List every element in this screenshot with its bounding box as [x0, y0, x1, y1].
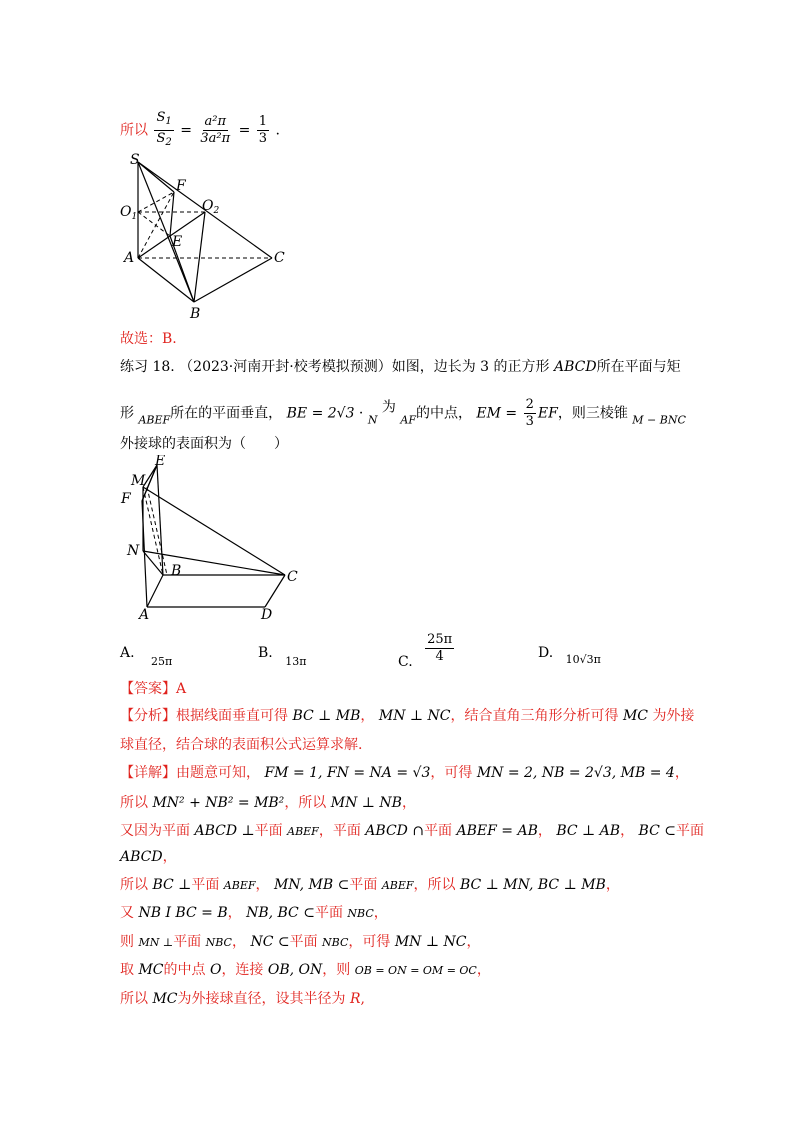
text: 根据线面垂直可得	[176, 708, 288, 724]
label-d: D	[261, 607, 273, 623]
label-b: B	[190, 306, 201, 322]
label-o1: $O_1$	[120, 204, 138, 222]
frac-num: a²π	[204, 114, 227, 129]
math: BC ⊥ MB	[292, 708, 361, 724]
option-value: 10√3π	[565, 653, 601, 666]
text: ，所以	[413, 877, 456, 893]
text: ，	[373, 905, 388, 921]
text: 为外接球直径，设其半径为	[177, 991, 346, 1007]
frac-den: 3a²π	[200, 131, 231, 146]
text: ，	[227, 905, 242, 921]
answer: 【答案】A	[120, 681, 187, 697]
detail-line-9	[120, 989, 365, 1009]
label-c: C	[287, 569, 298, 585]
detail-line-3	[120, 821, 704, 842]
text: 平面	[173, 934, 202, 950]
text: ,	[360, 991, 365, 1007]
text: ，则三棱锥	[557, 405, 628, 422]
text: 练习 18. （2023·河南开封·校考模拟预测）如图，边长为 3 的正方形	[120, 359, 550, 375]
option-d[interactable]	[538, 645, 601, 666]
frac-num: 25π	[427, 632, 453, 647]
detail-line-5	[120, 875, 620, 896]
text: 平面	[191, 877, 220, 893]
equals: =	[180, 122, 192, 139]
math: FM = 1, FN = NA = √3	[264, 765, 431, 781]
option-label: C.	[398, 653, 413, 670]
math: ABEF = AB	[456, 823, 538, 839]
text: ，	[255, 877, 270, 893]
option-label: B.	[258, 645, 273, 661]
text: 为	[381, 399, 396, 416]
problem-line-1	[120, 357, 681, 377]
math: MN ⊥ NB	[330, 795, 402, 811]
math: MN ⊥ NC	[378, 708, 451, 724]
label-f: F	[121, 491, 131, 507]
analysis-tag: 【分析】	[120, 708, 176, 724]
text: 平面	[675, 823, 704, 839]
math-abcd: ABCD	[553, 359, 597, 375]
label-f: F	[176, 178, 186, 194]
math-n: N	[367, 413, 378, 427]
text: 所以	[120, 795, 148, 811]
text: ，	[401, 795, 416, 811]
frac-den: 4	[435, 649, 444, 664]
math: MC	[622, 708, 648, 724]
text: ，	[162, 849, 177, 865]
detail-line-6	[120, 903, 388, 924]
option-label: A.	[120, 645, 135, 661]
math: MN² + NB² = MB²	[152, 795, 285, 811]
math: MN ⊥ NC	[394, 934, 467, 950]
s1-sub: 1	[165, 116, 172, 127]
detail-line-8	[120, 960, 491, 981]
label-n: N	[127, 543, 140, 559]
figure-2-prism	[115, 455, 315, 625]
text: 平面	[349, 877, 378, 893]
equals: =	[238, 122, 251, 139]
problem-line-2: 形 $_{ABEF}$所在的平面垂直， BE = 2√3 · $_N$ 为 $_{AF}$的中点， EM = $\frac{2}{3}$ EF，则三棱锥 $_{M - BNC}$	[120, 397, 686, 429]
math: ABCD ⊥	[194, 823, 255, 839]
math-em: EM =	[476, 405, 518, 422]
math-ef: EF	[537, 405, 558, 422]
math: BC ⊥ AB	[556, 823, 621, 839]
math: NB I BC = B	[138, 905, 228, 921]
math: OB, ON	[267, 962, 323, 978]
math: R	[349, 991, 361, 1007]
detail-line-7	[120, 932, 480, 953]
s2-sub: 2	[165, 137, 172, 148]
math: NBC	[205, 936, 232, 949]
figure-1-pyramid	[110, 150, 310, 325]
text: ，所以	[284, 795, 327, 811]
detail-line-4	[120, 847, 177, 867]
s1: S	[156, 110, 166, 125]
text: ，连接	[221, 962, 264, 978]
detail-tag: 【详解】	[120, 765, 176, 781]
option-label: D.	[538, 645, 554, 661]
math: MN, MB ⊂	[273, 877, 350, 893]
math: OB = ON = OM = OC	[354, 964, 477, 977]
math: NC ⊂	[250, 934, 290, 950]
math: MN ⊥	[138, 936, 174, 949]
text: 所以	[120, 122, 148, 139]
text: 为外接	[652, 708, 695, 724]
option-c[interactable]	[398, 632, 456, 670]
math: MC	[138, 962, 164, 978]
result-num: 1	[258, 114, 268, 129]
analysis-line-2: 球直径，结合球的表面积公式运算求解.	[120, 737, 363, 753]
math-af: AF	[400, 413, 416, 427]
text: ，可得	[348, 934, 391, 950]
math: ABCD ∩	[365, 823, 425, 839]
text: 平面	[314, 905, 343, 921]
text: 又	[120, 905, 134, 921]
text: 则	[120, 934, 134, 950]
math: MC	[152, 991, 178, 1007]
math-mbnc: M − BNC	[632, 413, 686, 427]
text: ，	[476, 962, 491, 978]
label-e: E	[172, 234, 183, 250]
text: ，可得	[430, 765, 473, 781]
text: ，则	[322, 962, 351, 978]
detail-line-1	[120, 763, 689, 783]
text: 平面	[254, 823, 283, 839]
text: 所以	[120, 877, 148, 893]
text: 平面	[424, 823, 453, 839]
text: 由题意可知，	[176, 765, 260, 781]
label-o2: $O_2$	[202, 198, 220, 216]
math: O	[209, 962, 222, 978]
math: BC ⊂	[638, 823, 676, 839]
analysis-line-1: 【分析】根据线面垂直可得 BC ⊥ MB， MN ⊥ NC，结合直角三角形分析可得 MC 为外接	[120, 708, 695, 724]
text: ，	[231, 934, 246, 950]
math: NB, BC ⊂	[246, 905, 315, 921]
option-value: 13π	[285, 655, 307, 668]
label-c: C	[274, 250, 285, 266]
label-e: E	[155, 455, 166, 469]
math: ABEF	[287, 825, 319, 838]
text: ，	[537, 823, 552, 839]
math: ABEF	[381, 879, 414, 892]
text: 的中点，	[415, 405, 472, 422]
text: 所在的平面垂直，	[170, 405, 283, 422]
label-b: B	[171, 563, 182, 579]
math: ABCD	[120, 849, 163, 865]
s2: S	[156, 131, 166, 146]
label-s: S	[130, 152, 140, 168]
label-m: M	[131, 473, 146, 489]
label-a: A	[139, 607, 150, 623]
option-value: 25π	[151, 655, 173, 668]
math: BC ⊥	[152, 877, 192, 893]
ratio-formula	[120, 110, 280, 151]
frac-den: 3	[525, 414, 534, 429]
math: ABEF	[223, 879, 256, 892]
text: ，	[674, 765, 689, 781]
problem-line-3: 外接球的表面积为（ ）	[120, 436, 288, 452]
math: BC ⊥ MN, BC ⊥ MB	[459, 877, 606, 893]
text: ，结合直角三角形分析可得	[450, 708, 619, 724]
math-abef: ABEF	[138, 413, 171, 427]
result-den: 3	[258, 131, 268, 146]
period: .	[275, 122, 280, 139]
text: 取	[120, 962, 134, 978]
text: ，	[620, 823, 635, 839]
text: 又因为平面	[120, 823, 190, 839]
detail-line-2	[120, 793, 416, 813]
text: 所以	[120, 991, 148, 1007]
text: 的中点	[163, 962, 206, 978]
label-a: A	[124, 250, 135, 266]
previous-choice: 故选：B.	[120, 331, 177, 347]
text: 所在平面与矩	[596, 359, 681, 375]
text: 形	[120, 405, 134, 422]
text: ，	[605, 877, 620, 893]
text: 平面	[289, 934, 318, 950]
math: NBC	[322, 936, 349, 949]
math: MN = 2, NB = 2√3, MB = 4	[476, 765, 675, 781]
frac-num: 2	[525, 397, 534, 412]
text: ，	[466, 934, 481, 950]
math-be: BE = 2√3	[286, 405, 355, 422]
text: ，平面	[318, 823, 361, 839]
math: NBC	[347, 907, 374, 920]
